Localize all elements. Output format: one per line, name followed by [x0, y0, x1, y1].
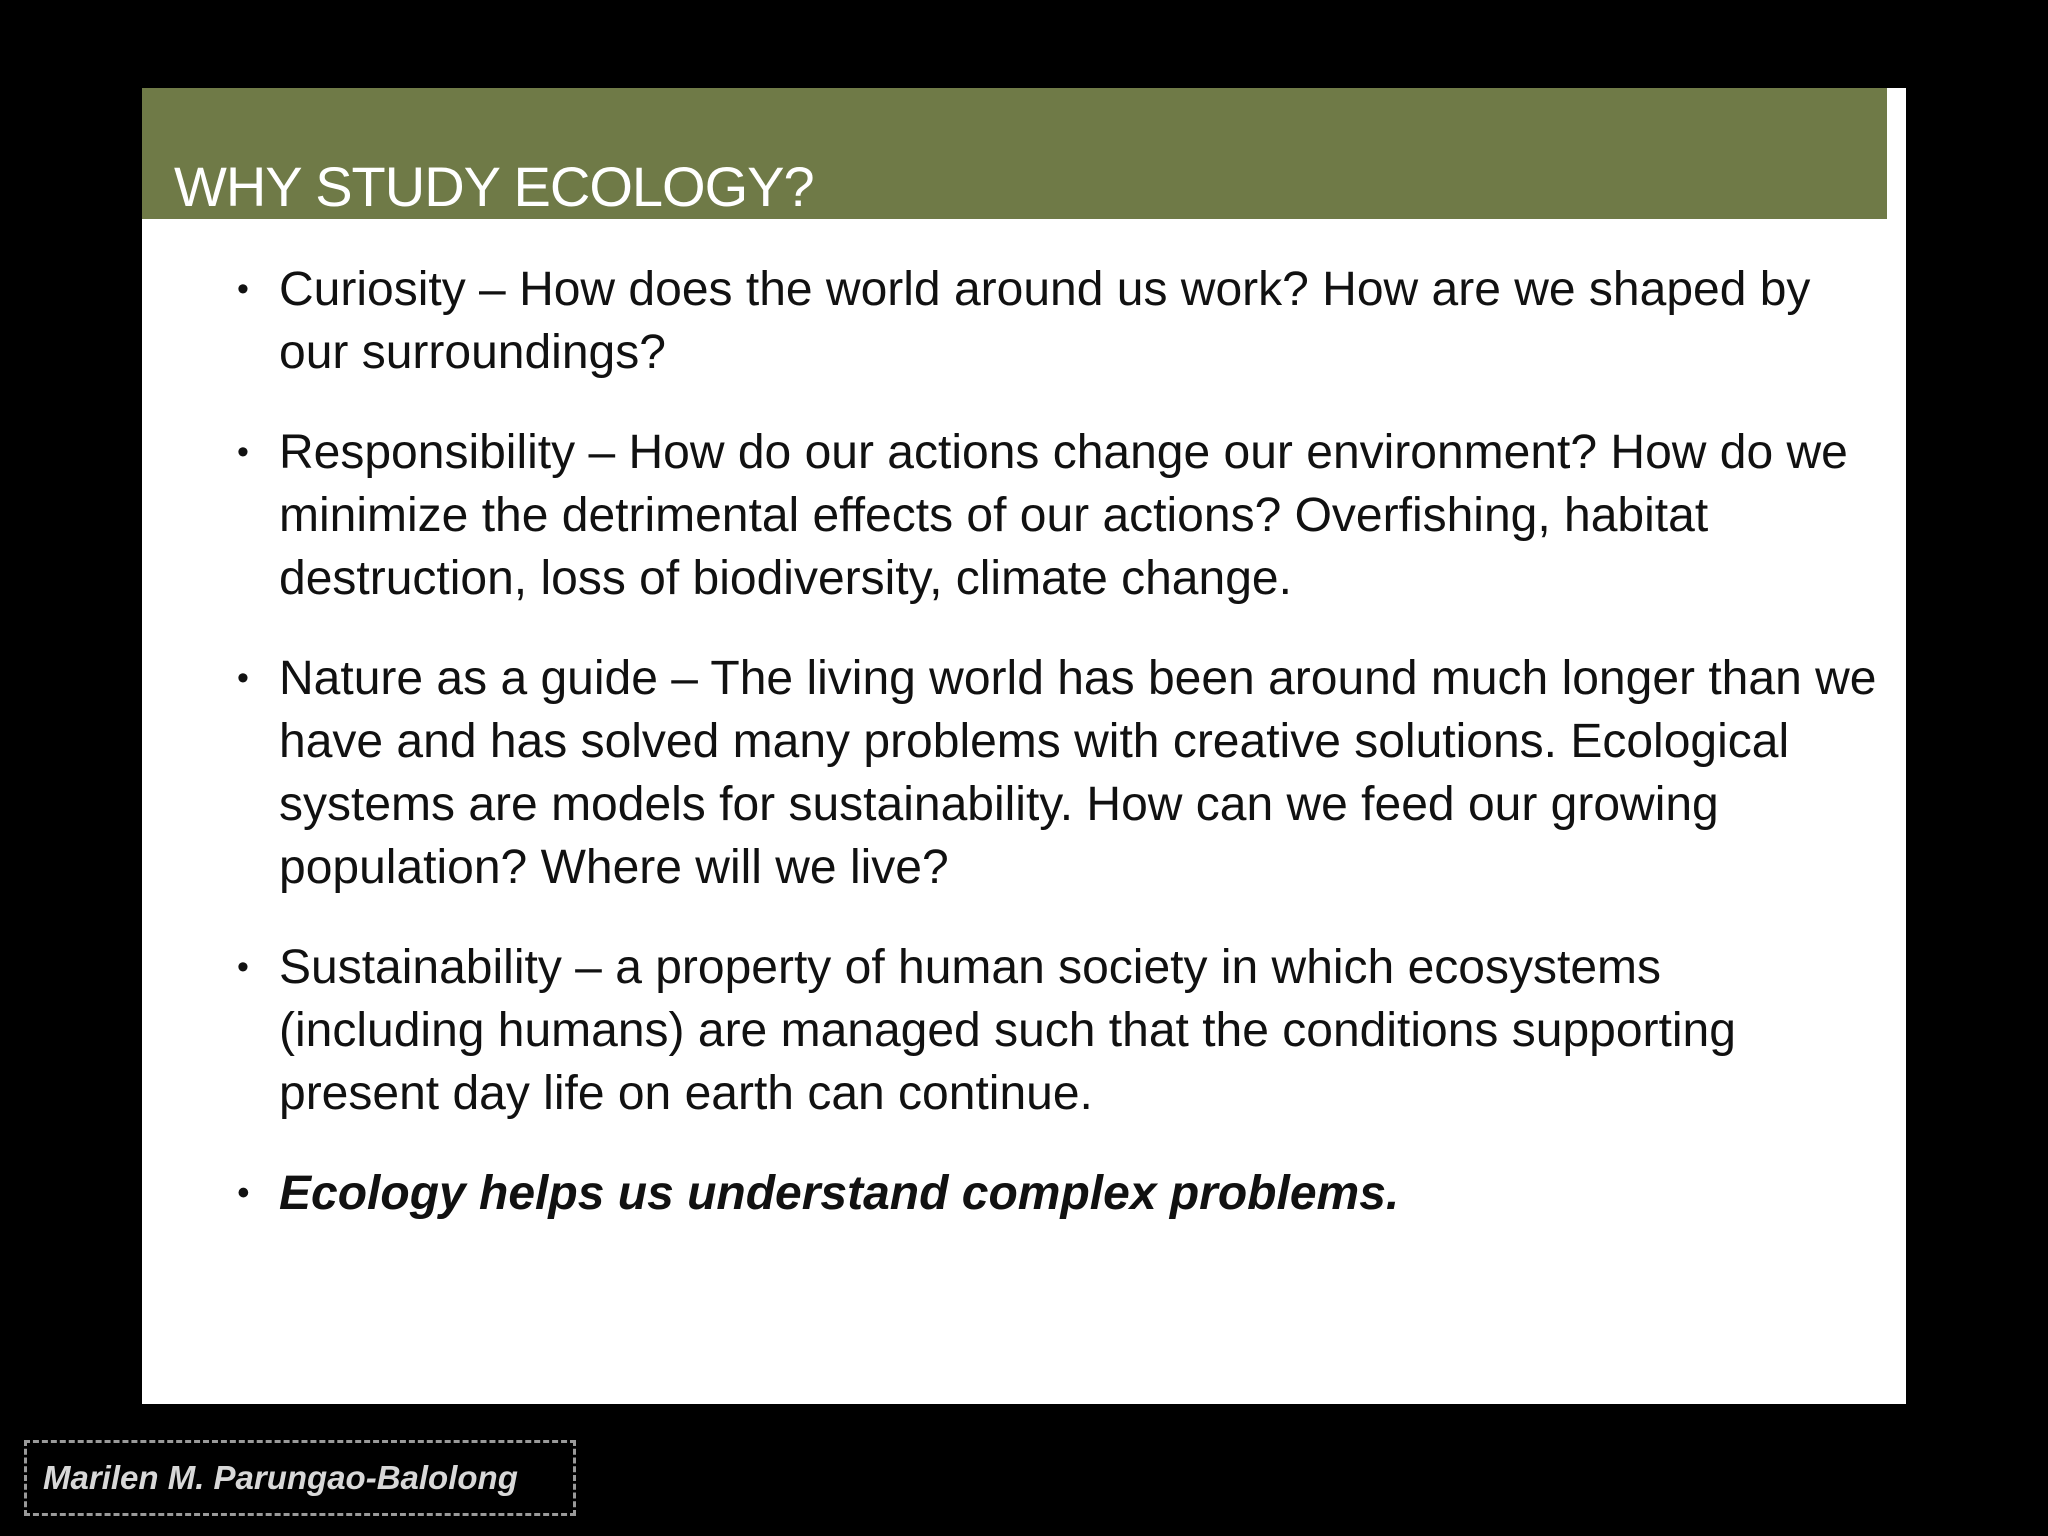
slide: [142, 88, 1906, 1404]
bullet-responsibility: • Responsibility – How do our actions change our environment? How do we minimize the detrimental effects of our actions? Overfishing, habitat destruction, loss of biodiversity, climate change.: [237, 421, 1877, 610]
title-bar: [142, 88, 1887, 219]
bullet-curiosity: • Curiosity – How does the world around us work? How are we shaped by our surroundings?: [237, 258, 1877, 384]
slide-title: WHY STUDY ECOLOGY?: [174, 155, 814, 218]
bullet-list: [237, 258, 1877, 1225]
bullet-conclusion: • Ecology helps us understand complex problems.: [237, 1162, 1877, 1225]
author-credit: [24, 1440, 576, 1516]
bullet-sustainability: • Sustainability – a property of human society in which ecosystems (including humans) are managed such that the conditions supporting present day life on earth can continue.: [237, 936, 1877, 1125]
bullet-nature-as-guide: • Nature as a guide – The living world has been around much longer than we have and has solved many problems with creative solutions. Ecological systems are models for sustainability. How can we feed our growing population? Where will we live?: [237, 647, 1877, 899]
author-credit-text: Marilen M. Parungao-Balolong: [43, 1459, 518, 1496]
